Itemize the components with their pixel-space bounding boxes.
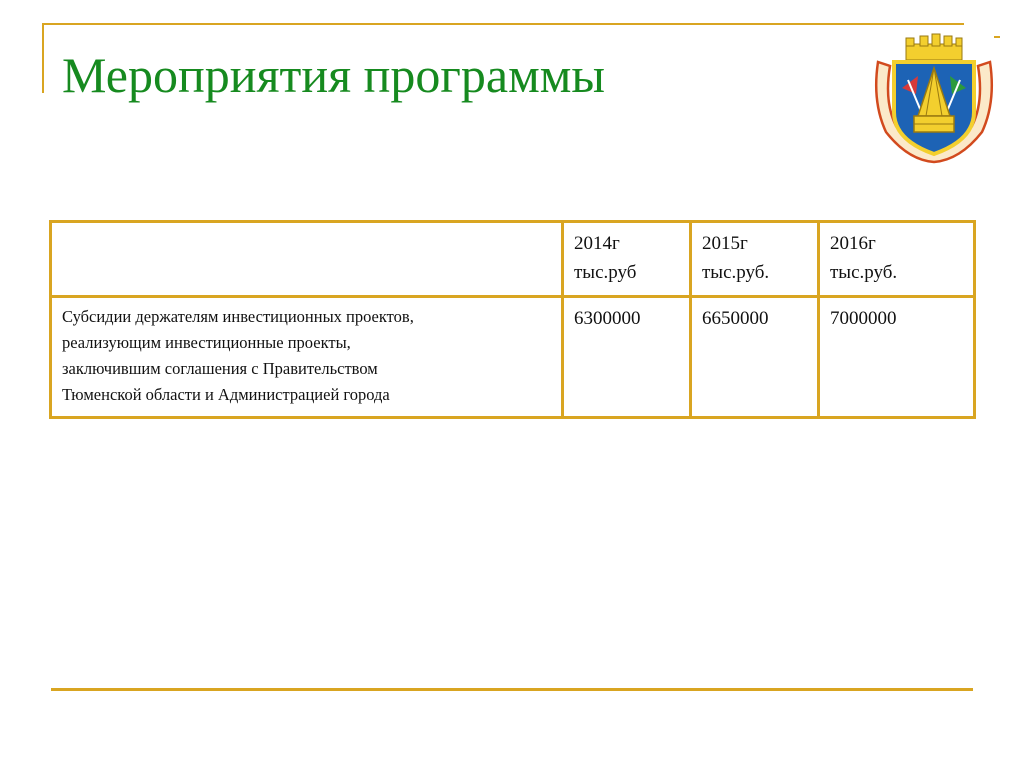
value-cell-2016: 7000000 — [819, 297, 975, 418]
header-cell-2014 — [563, 222, 691, 297]
frame-left-line — [42, 23, 44, 93]
header-unit: тыс.руб. — [830, 262, 898, 283]
header-empty-cell — [51, 222, 563, 297]
value-cell-2015: 6650000 — [691, 297, 819, 418]
header-unit: тыс.руб — [574, 262, 637, 283]
header-unit: тыс.руб. — [702, 262, 770, 283]
slide-title: Мероприятия программы — [62, 47, 605, 103]
city-coat-of-arms-icon — [868, 32, 1000, 164]
description-cell — [51, 297, 563, 418]
header-year: 2014г — [574, 233, 620, 254]
value-cell-2014: 6300000 — [563, 297, 691, 418]
header-year: 2016г — [830, 233, 876, 254]
program-activities-table — [49, 220, 976, 419]
table-row — [51, 297, 975, 418]
description-line: заключившим соглашения с Правительством — [62, 359, 378, 378]
header-cell-2016 — [819, 222, 975, 297]
description-line: Тюменской области и Администрацией города — [62, 385, 390, 404]
header-year: 2015г — [702, 233, 748, 254]
table-header-row — [51, 222, 975, 297]
frame-top-line — [42, 23, 964, 25]
header-cell-2015 — [691, 222, 819, 297]
description-line: реализующим инвестиционные проекты, — [62, 333, 351, 352]
description-line: Субсидии держателям инвестиционных проектов, — [62, 307, 414, 326]
footer-divider — [51, 688, 973, 691]
